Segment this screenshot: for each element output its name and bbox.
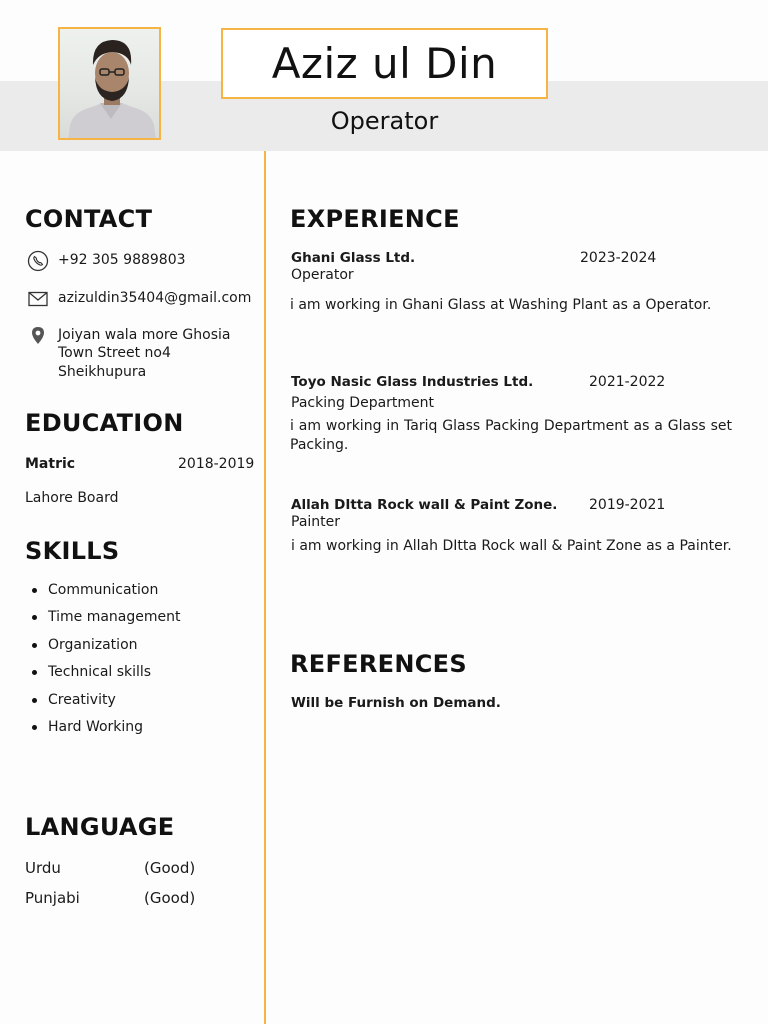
language-name: Punjabi bbox=[25, 889, 80, 907]
contact-address-line3: Sheikhupura bbox=[58, 364, 147, 380]
mail-icon bbox=[27, 288, 49, 310]
job-years: 2023-2024 bbox=[580, 250, 657, 266]
job-description: i am working in Ghani Glass at Washing Plant as a Operator. bbox=[290, 297, 712, 313]
education-years: 2018-2019 bbox=[178, 456, 255, 472]
contact-heading: CONTACT bbox=[25, 205, 153, 233]
contact-address-line2: Town Street no4 bbox=[58, 345, 171, 361]
candidate-name: Aziz ul Din bbox=[271, 39, 498, 88]
person-photo-icon bbox=[60, 29, 161, 140]
contact-address-line1: Joiyan wala more Ghosia bbox=[58, 327, 231, 343]
skill-item: Organization bbox=[28, 635, 181, 662]
references-text: Will be Furnish on Demand. bbox=[291, 695, 501, 711]
job-title: Operator bbox=[330, 107, 439, 135]
job-description: i am working in Tariq Glass Packing Department as a Glass set Packing. bbox=[290, 418, 732, 453]
skills-heading: SKILLS bbox=[25, 537, 120, 565]
skill-item: Hard Working bbox=[28, 717, 181, 744]
skill-item: Communication bbox=[28, 580, 181, 607]
language-name: Urdu bbox=[25, 859, 61, 877]
job-description: i am working in Allah DItta Rock wall & Paint Zone as a Painter. bbox=[291, 538, 732, 554]
job-company: Toyo Nasic Glass Industries Ltd. bbox=[291, 374, 534, 390]
contact-email: azizuldin35404@gmail.com bbox=[58, 290, 252, 306]
references-heading: REFERENCES bbox=[290, 650, 467, 678]
experience-heading: EXPERIENCE bbox=[290, 205, 460, 233]
skill-item: Technical skills bbox=[28, 662, 181, 689]
language-level: (Good) bbox=[144, 859, 196, 877]
skill-item: Creativity bbox=[28, 690, 181, 717]
profile-photo bbox=[58, 27, 161, 140]
job-years: 2021-2022 bbox=[589, 374, 666, 390]
job-role: Operator bbox=[291, 267, 354, 283]
skills-list bbox=[28, 580, 181, 744]
name-box bbox=[221, 28, 548, 99]
skill-item: Time management bbox=[28, 607, 181, 634]
column-divider bbox=[264, 151, 266, 1024]
phone-icon bbox=[27, 250, 49, 272]
education-degree: Matric bbox=[25, 456, 76, 472]
location-pin-icon bbox=[27, 325, 49, 347]
contact-phone: +92 305 9889803 bbox=[58, 252, 186, 268]
education-board: Lahore Board bbox=[25, 490, 119, 506]
job-company: Ghani Glass Ltd. bbox=[291, 250, 416, 266]
education-heading: EDUCATION bbox=[25, 409, 184, 437]
job-years: 2019-2021 bbox=[589, 497, 666, 513]
language-level: (Good) bbox=[144, 889, 196, 907]
job-role: Packing Department bbox=[291, 395, 435, 411]
job-company: Allah DItta Rock wall & Paint Zone. bbox=[291, 497, 558, 513]
language-heading: LANGUAGE bbox=[25, 813, 175, 841]
job-role: Painter bbox=[291, 514, 341, 530]
